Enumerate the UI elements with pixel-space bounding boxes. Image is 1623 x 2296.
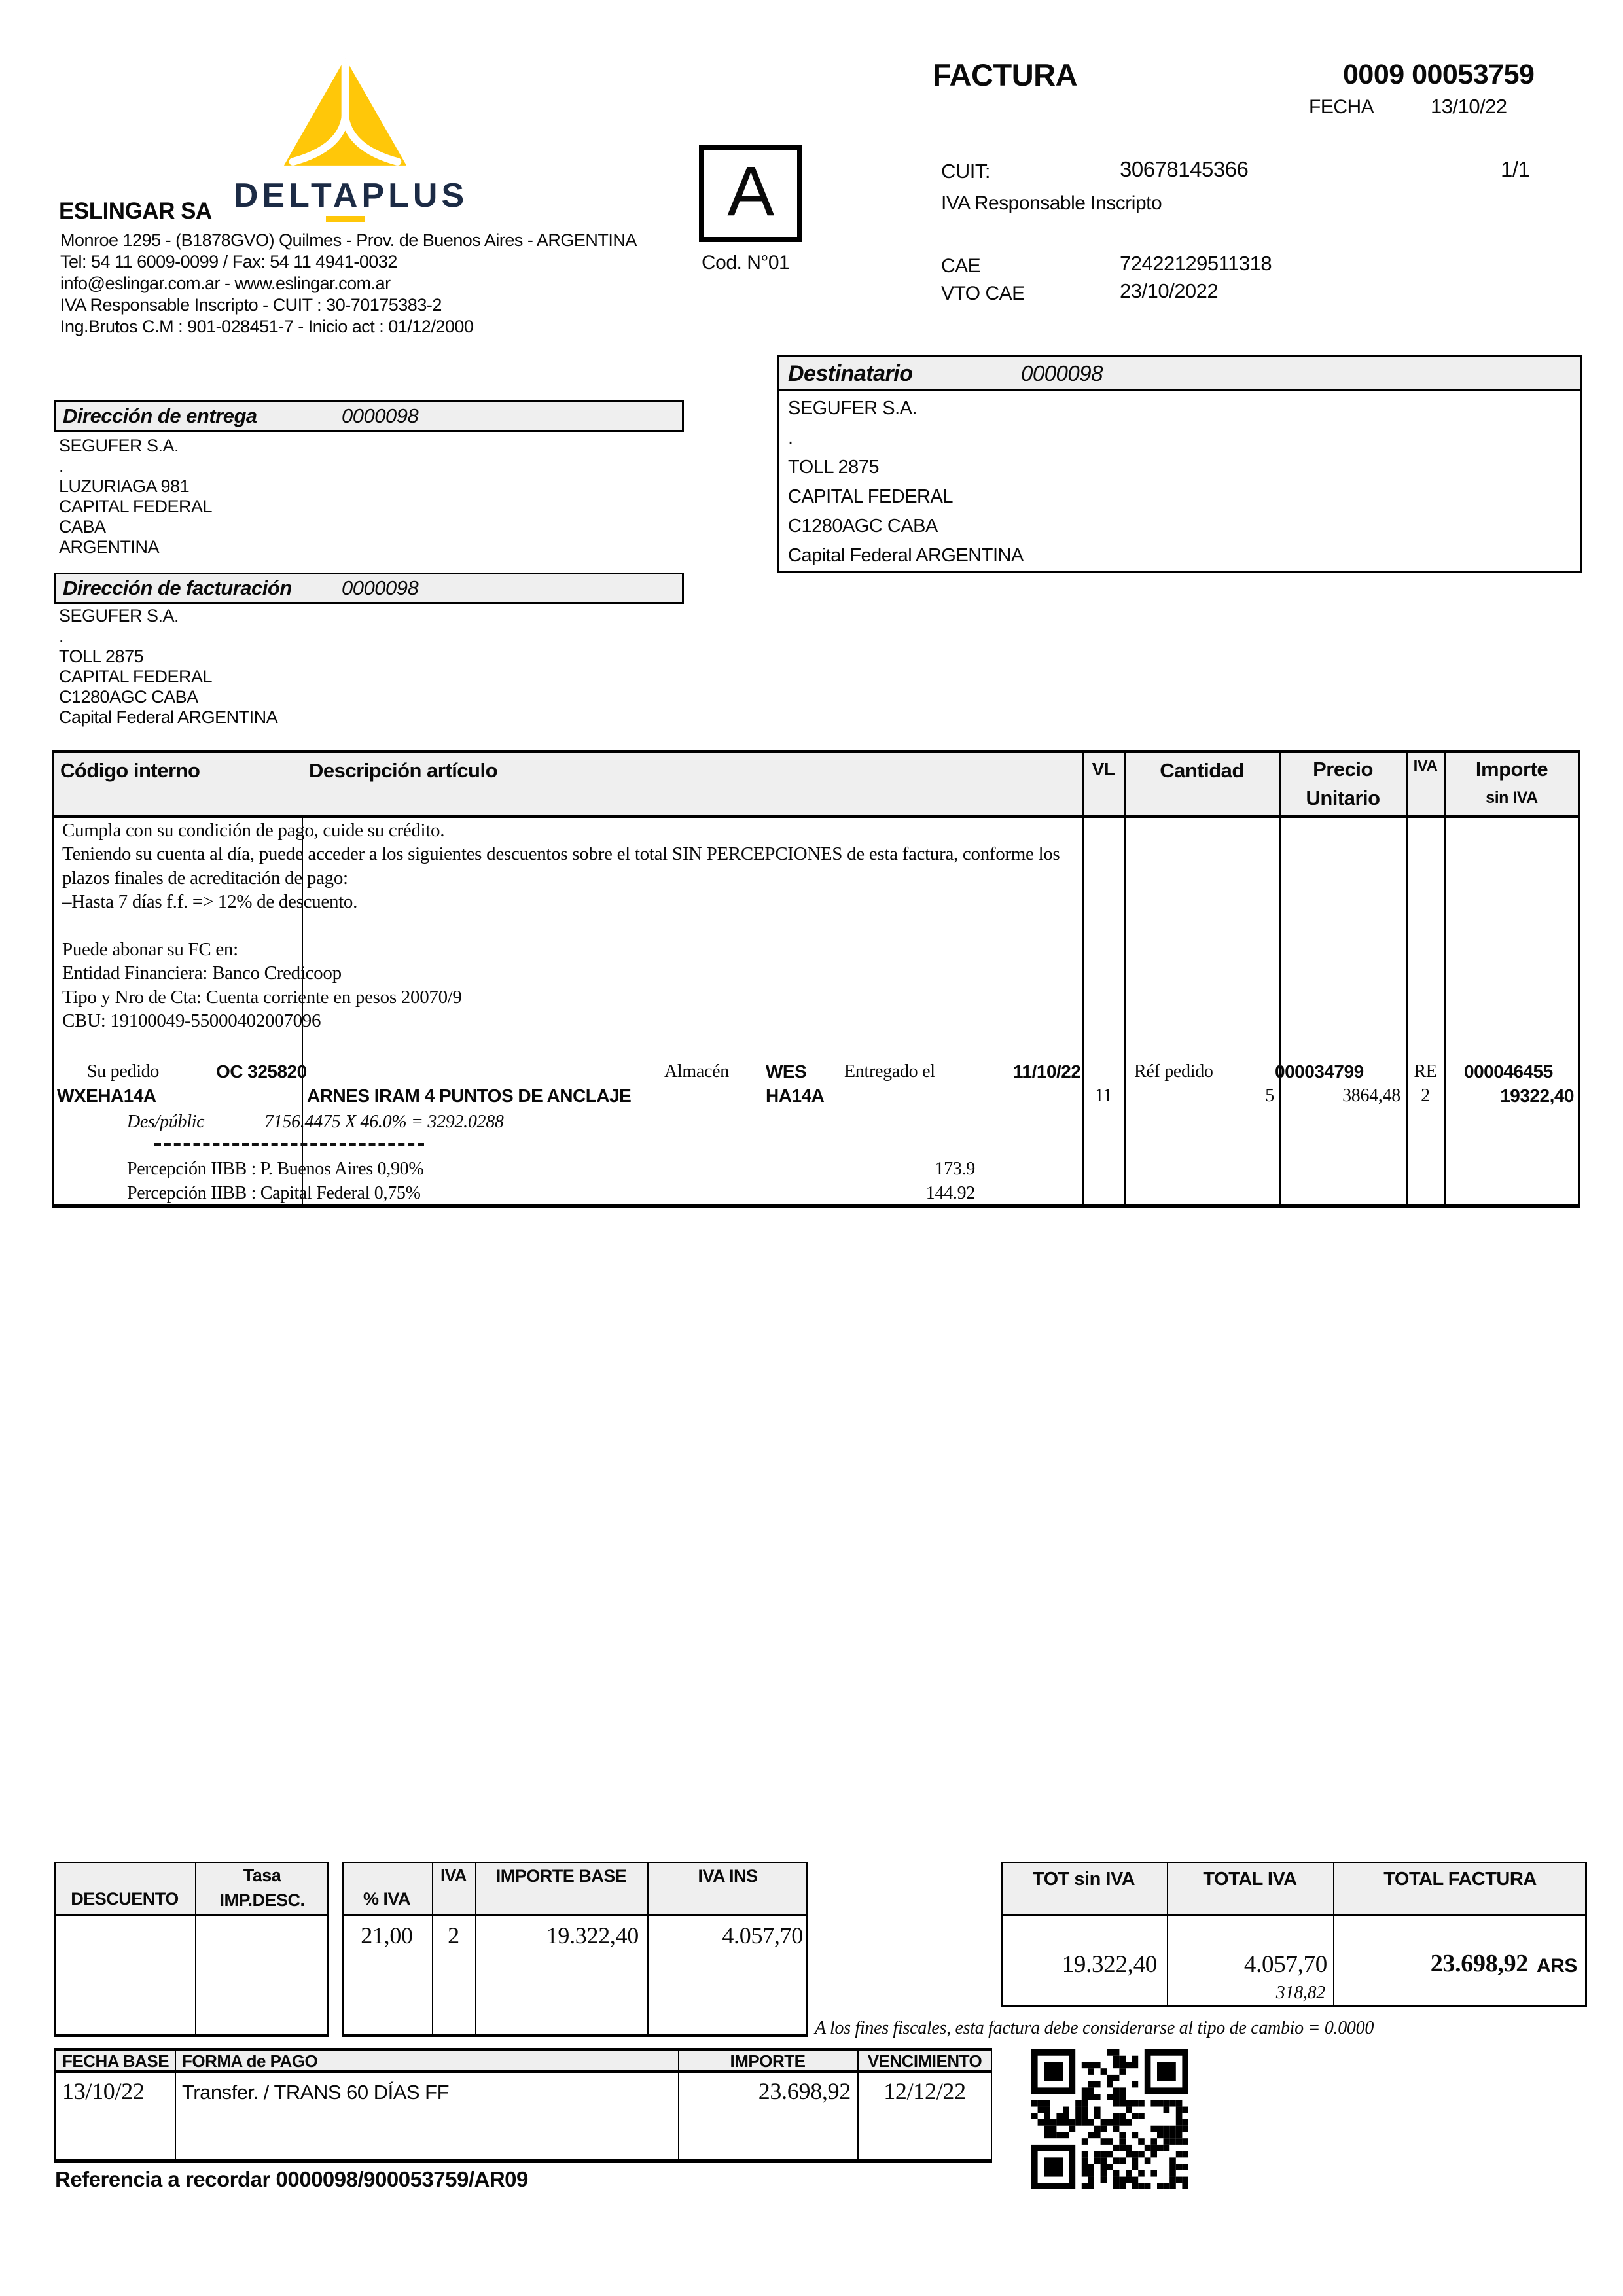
iva-code-value: 2 (448, 1922, 459, 1949)
percepcion-value: 144.92 (925, 1183, 975, 1203)
item-iva: 2 (1421, 1086, 1430, 1106)
total-iva-header: TOTAL IVA (1203, 1869, 1297, 1890)
logo-a-underline (326, 216, 365, 222)
col-codigo: Código interno (60, 759, 200, 782)
fecha-base-header: FECHA BASE (62, 2051, 169, 2071)
letter-a: A (727, 151, 774, 230)
descuento-publico-calc: 7156.4475 X 46.0% = 3292.0288 (264, 1112, 504, 1132)
notice-line: plazos finales de acreditación de pago: (62, 868, 348, 889)
logo-wordmark: DELTAPLUS (233, 177, 469, 215)
descuento-publico-label: Des/públic (127, 1112, 205, 1132)
re-label: RE (1414, 1061, 1437, 1082)
iva-condition: IVA Responsable Inscripto (941, 192, 1162, 214)
notice-line: Teniendo su cuenta al día, puede acceder a los siguientes descuentos sobre el total SIN PERCEPCIONES de esta factura, conforme los (62, 843, 1060, 864)
table-header-bottom-border (52, 815, 1580, 818)
vencimiento-value: 12/12/22 (883, 2078, 966, 2104)
su-pedido-value: OC 325820 (216, 1061, 307, 1082)
item-descripcion: ARNES IRAM 4 PUNTOS DE ANCLAJE (307, 1086, 632, 1106)
table-vline (1279, 750, 1281, 1208)
vto-cae-value: 23/10/2022 (1120, 279, 1219, 302)
entrega-line: ARGENTINA (59, 537, 160, 557)
descuento-header: DESCUENTO (71, 1889, 179, 1909)
destinatario-line: . (788, 427, 793, 448)
ref-pedido-label: Réf pedido (1134, 1061, 1213, 1082)
payment-vline (175, 2048, 176, 2163)
forma-pago-value: Transfer. / TRANS 60 DÍAS FF (182, 2081, 450, 2104)
item-cantidad: 5 (1265, 1086, 1274, 1106)
destinatario-line: CAPITAL FEDERAL (788, 486, 953, 507)
piva-value: 21,00 (361, 1922, 413, 1949)
reference-text: Referencia a recordar 0000098/900053759/AR09 (55, 2167, 528, 2191)
percepcion-value: 173.9 (935, 1159, 975, 1179)
col-descripcion: Descripción artículo (309, 759, 498, 782)
item-vl: 11 (1094, 1086, 1113, 1106)
facturacion-line: Capital Federal ARGENTINA (59, 707, 278, 727)
facturacion-line: CAPITAL FEDERAL (59, 667, 213, 686)
entrega-line: CABA (59, 517, 106, 537)
notice-line: –Hasta 7 días f.f. => 12% de descuento. (62, 891, 358, 912)
entrega-title: Dirección de entrega (63, 404, 257, 427)
notice-line: Tipo y Nro de Cta: Cuenta corriente en pesos 20070/9 (62, 987, 462, 1008)
cuit-value: 30678145366 (1120, 157, 1249, 181)
iva-extra-value: 318,82 (1275, 1983, 1325, 2003)
tasa-header-2: IMP.DESC. (219, 1890, 305, 1910)
notice-line: Entidad Financiera: Banco Credicoop (62, 963, 342, 983)
qr-code (1031, 2049, 1188, 2189)
currency-label: ARS (1537, 1955, 1577, 1977)
company-iva: IVA Responsable Inscripto - CUIT : 30-70175383-2 (60, 295, 442, 315)
destinatario-line: C1280AGC CABA (788, 516, 938, 537)
cae-value: 72422129511318 (1120, 252, 1272, 275)
tot-sin-iva-value: 19.322,40 (1061, 1951, 1157, 1978)
ref-pedido-value: 000034799 (1275, 1061, 1364, 1082)
entrega-line: . (59, 456, 64, 476)
entregado-value: 11/10/22 (1013, 1061, 1081, 1082)
fecha-label: FECHA (1309, 96, 1374, 118)
entregado-label: Entregado el (844, 1061, 935, 1082)
notice-line: CBU: 19100049-55000402007096 (62, 1010, 321, 1031)
company-address: Monroe 1295 - (B1878GVO) Quilmes - Prov. de Buenos Aires - ARGENTINA (60, 230, 637, 250)
table-vline (52, 750, 54, 1208)
item-importe: 19322,40 (1500, 1086, 1574, 1106)
importe-value: 23.698,92 (758, 2078, 851, 2104)
col-importe-2: sin IVA (1486, 788, 1538, 807)
cae-label: CAE (941, 255, 981, 277)
cod-label: Cod. N°01 (702, 252, 790, 274)
notice-line: Cumpla con su condición de pago, cuide su crédito. (62, 820, 445, 841)
facturacion-code: 0000098 (342, 576, 419, 599)
vencimiento-header: VENCIMIENTO (867, 2051, 982, 2071)
facturacion-title: Dirección de facturación (63, 576, 292, 599)
remito-value: 000046455 (1464, 1061, 1553, 1082)
percepcion-label: Percepción IIBB : P. Buenos Aires 0,90% (127, 1159, 424, 1179)
importe-base-header: IMPORTE BASE (495, 1866, 627, 1886)
facturacion-line: SEGUFER S.A. (59, 606, 179, 626)
vto-cae-label: VTO CAE (941, 283, 1025, 304)
page-indicator: 1/1 (1501, 157, 1530, 181)
iva-summary-vline (647, 1862, 649, 2037)
notice-line: Puede abonar su FC en: (62, 939, 238, 960)
item-codigo: WXEHA14A (57, 1086, 156, 1106)
descuento-vline (195, 1862, 196, 2037)
table-vline (1578, 750, 1580, 1208)
entrega-line: LUZURIAGA 981 (59, 476, 190, 496)
col-vl: VL (1092, 759, 1115, 779)
importe-base-value: 19.322,40 (546, 1922, 639, 1949)
destinatario-code: 0000098 (1021, 361, 1103, 385)
col-cantidad: Cantidad (1160, 759, 1244, 782)
su-pedido-label: Su pedido (87, 1061, 160, 1082)
cuit-label: CUIT: (941, 160, 990, 183)
col-precio-1: Precio (1313, 758, 1373, 781)
entrega-line: SEGUFER S.A. (59, 436, 179, 455)
entrega-line: CAPITAL FEDERAL (59, 497, 213, 516)
table-vline (1444, 750, 1446, 1208)
total-factura-value: 23.698,92 (1430, 1950, 1528, 1977)
fecha-base-value: 13/10/22 (62, 2078, 145, 2104)
col-importe-1: Importe (1475, 758, 1548, 781)
entrega-code: 0000098 (342, 404, 419, 427)
col-iva: IVA (1413, 757, 1438, 775)
total-factura-header: TOTAL FACTURA (1383, 1869, 1537, 1890)
facturacion-line: TOLL 2875 (59, 646, 144, 666)
total-iva-value: 4.057,70 (1243, 1951, 1327, 1978)
iva-summary-vline (475, 1862, 476, 2037)
tot-sin-iva-header: TOT sin IVA (1032, 1869, 1135, 1890)
almacen-label: Almacén (664, 1061, 729, 1082)
almacen-value-2: HA14A (766, 1086, 825, 1106)
facturacion-line: . (59, 626, 64, 646)
table-vline (1124, 750, 1126, 1208)
destinatario-title: Destinatario (788, 361, 913, 386)
invoice-number: 0009 00053759 (1343, 59, 1535, 90)
table-border-bottom (52, 1204, 1580, 1208)
company-ingbrutos: Ing.Brutos C.M : 901-028451-7 - Inicio act : 01/12/2000 (60, 317, 474, 336)
item-precio: 3864,48 (1342, 1086, 1400, 1106)
deltaplus-logo-icon (281, 56, 409, 168)
table-border-top (52, 750, 1580, 753)
iva-ins-header: IVA INS (698, 1866, 758, 1886)
invoice-title: FACTURA (933, 58, 1078, 92)
piva-header: % IVA (363, 1889, 410, 1909)
facturacion-line: C1280AGC CABA (59, 687, 198, 707)
dashed-separator (154, 1143, 424, 1146)
importe-header: IMPORTE (730, 2051, 806, 2071)
col-precio-2: Unitario (1306, 786, 1380, 809)
destinatario-line: SEGUFER S.A. (788, 398, 918, 419)
iva-ins-value: 4.057,70 (722, 1922, 803, 1949)
almacen-value-1: WES (766, 1061, 807, 1082)
forma-pago-header: FORMA de PAGO (182, 2051, 318, 2071)
company-phone: Tel: 54 11 6009-0099 / Fax: 54 11 4941-0032 (60, 252, 397, 272)
company-web: info@eslingar.com.ar - www.eslingar.com.ar (60, 274, 391, 293)
table-vline (1406, 750, 1408, 1208)
destinatario-line: TOLL 2875 (788, 457, 879, 478)
percepcion-label: Percepción IIBB : Capital Federal 0,75% (127, 1183, 421, 1203)
fecha-value: 13/10/22 (1431, 95, 1507, 118)
tasa-header-1: Tasa (243, 1865, 281, 1885)
fiscal-note: A los fines fiscales, esta factura debe considerarse al tipo de cambio = 0.0000 (815, 2018, 1374, 2038)
company-name: ESLINGAR SA (59, 198, 212, 224)
destinatario-line: Capital Federal ARGENTINA (788, 545, 1024, 566)
table-vline (1082, 750, 1084, 1208)
iva-col-header: IVA (440, 1865, 467, 1885)
